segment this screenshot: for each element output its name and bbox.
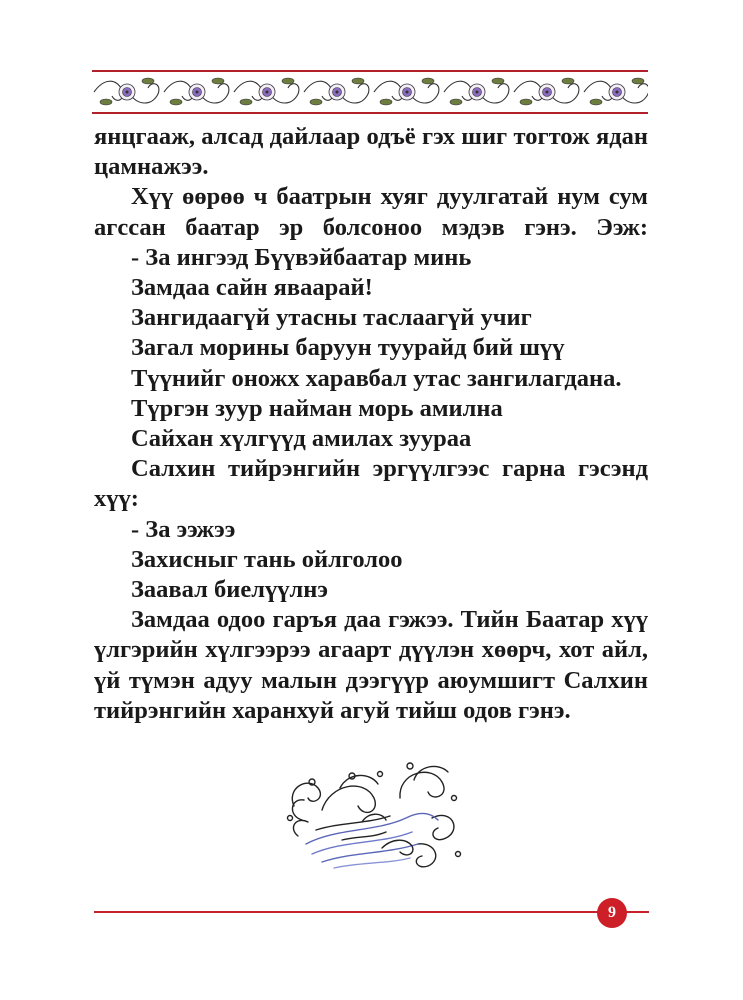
text-line: Түүнийг оножх харавбал утас зангилагдана.: [131, 364, 622, 392]
text-line: Замдаа одоо гаръя даа гэжээ. Тийн Баатар хүү: [131, 606, 648, 634]
text-line: янцгааж, алсад дайлаар одъё гэх шиг тогтож ядан: [94, 123, 648, 150]
text-line: Хүү өөрөө ч баатрын хуяг дуулгатай нум сум: [131, 183, 648, 211]
text-line: - За ингээд Бүүвэйбаатар минь: [131, 243, 472, 271]
wind-wave-icon: [282, 758, 464, 883]
ornament-motif: [164, 78, 229, 105]
page-number: 9: [597, 898, 627, 928]
text-line: үлгэрийн хүлгээрээ агаарт дүүлэн хөөрч, хот айл,: [94, 636, 648, 664]
text-line: тийрэнгийн харанхуй агуй тийш одов гэнэ.: [94, 696, 571, 724]
text-line: Зангидаагүй утасны таслаагүй учиг: [131, 304, 532, 332]
text-line: Түргэн зуур найман морь амилна: [131, 394, 503, 422]
text-line: хүү:: [94, 485, 139, 513]
text-line: Салхин тийрэнгийн эргүүлгээс гарна гэсэнд: [131, 455, 648, 483]
text-line: Загал морины баруун туурайд бий шүү: [131, 334, 565, 362]
text-line: агссан баатар эр болсоноо мэдэв гэнэ. Ээж:: [94, 213, 648, 241]
text-line: цамнажээ.: [94, 153, 209, 181]
ornament-motif: [514, 78, 579, 105]
text-line: Захисныг тань ойлголоо: [131, 545, 403, 573]
footer-rule: [94, 911, 649, 913]
text-line: Заавал биелүүлнэ: [131, 576, 328, 604]
ornament-motif: [444, 78, 509, 105]
ornament-motif: [94, 78, 159, 105]
text-line: Сайхан хүлгүүд амилах зуураа: [131, 425, 472, 453]
ornament-motif: [234, 78, 299, 105]
text-line: үй түмэн адуу малын дээгүүр аюумшигт Салхин: [94, 666, 648, 694]
ornament-motif: [374, 78, 439, 105]
ornament-motif: [584, 78, 648, 105]
text-line: Замдаа сайн яваарай!: [131, 274, 373, 302]
text-line: - За ээжээ: [131, 515, 236, 543]
floral-border-icon: [92, 70, 648, 114]
ornament-motif: [304, 78, 369, 105]
story-text: [94, 122, 648, 726]
